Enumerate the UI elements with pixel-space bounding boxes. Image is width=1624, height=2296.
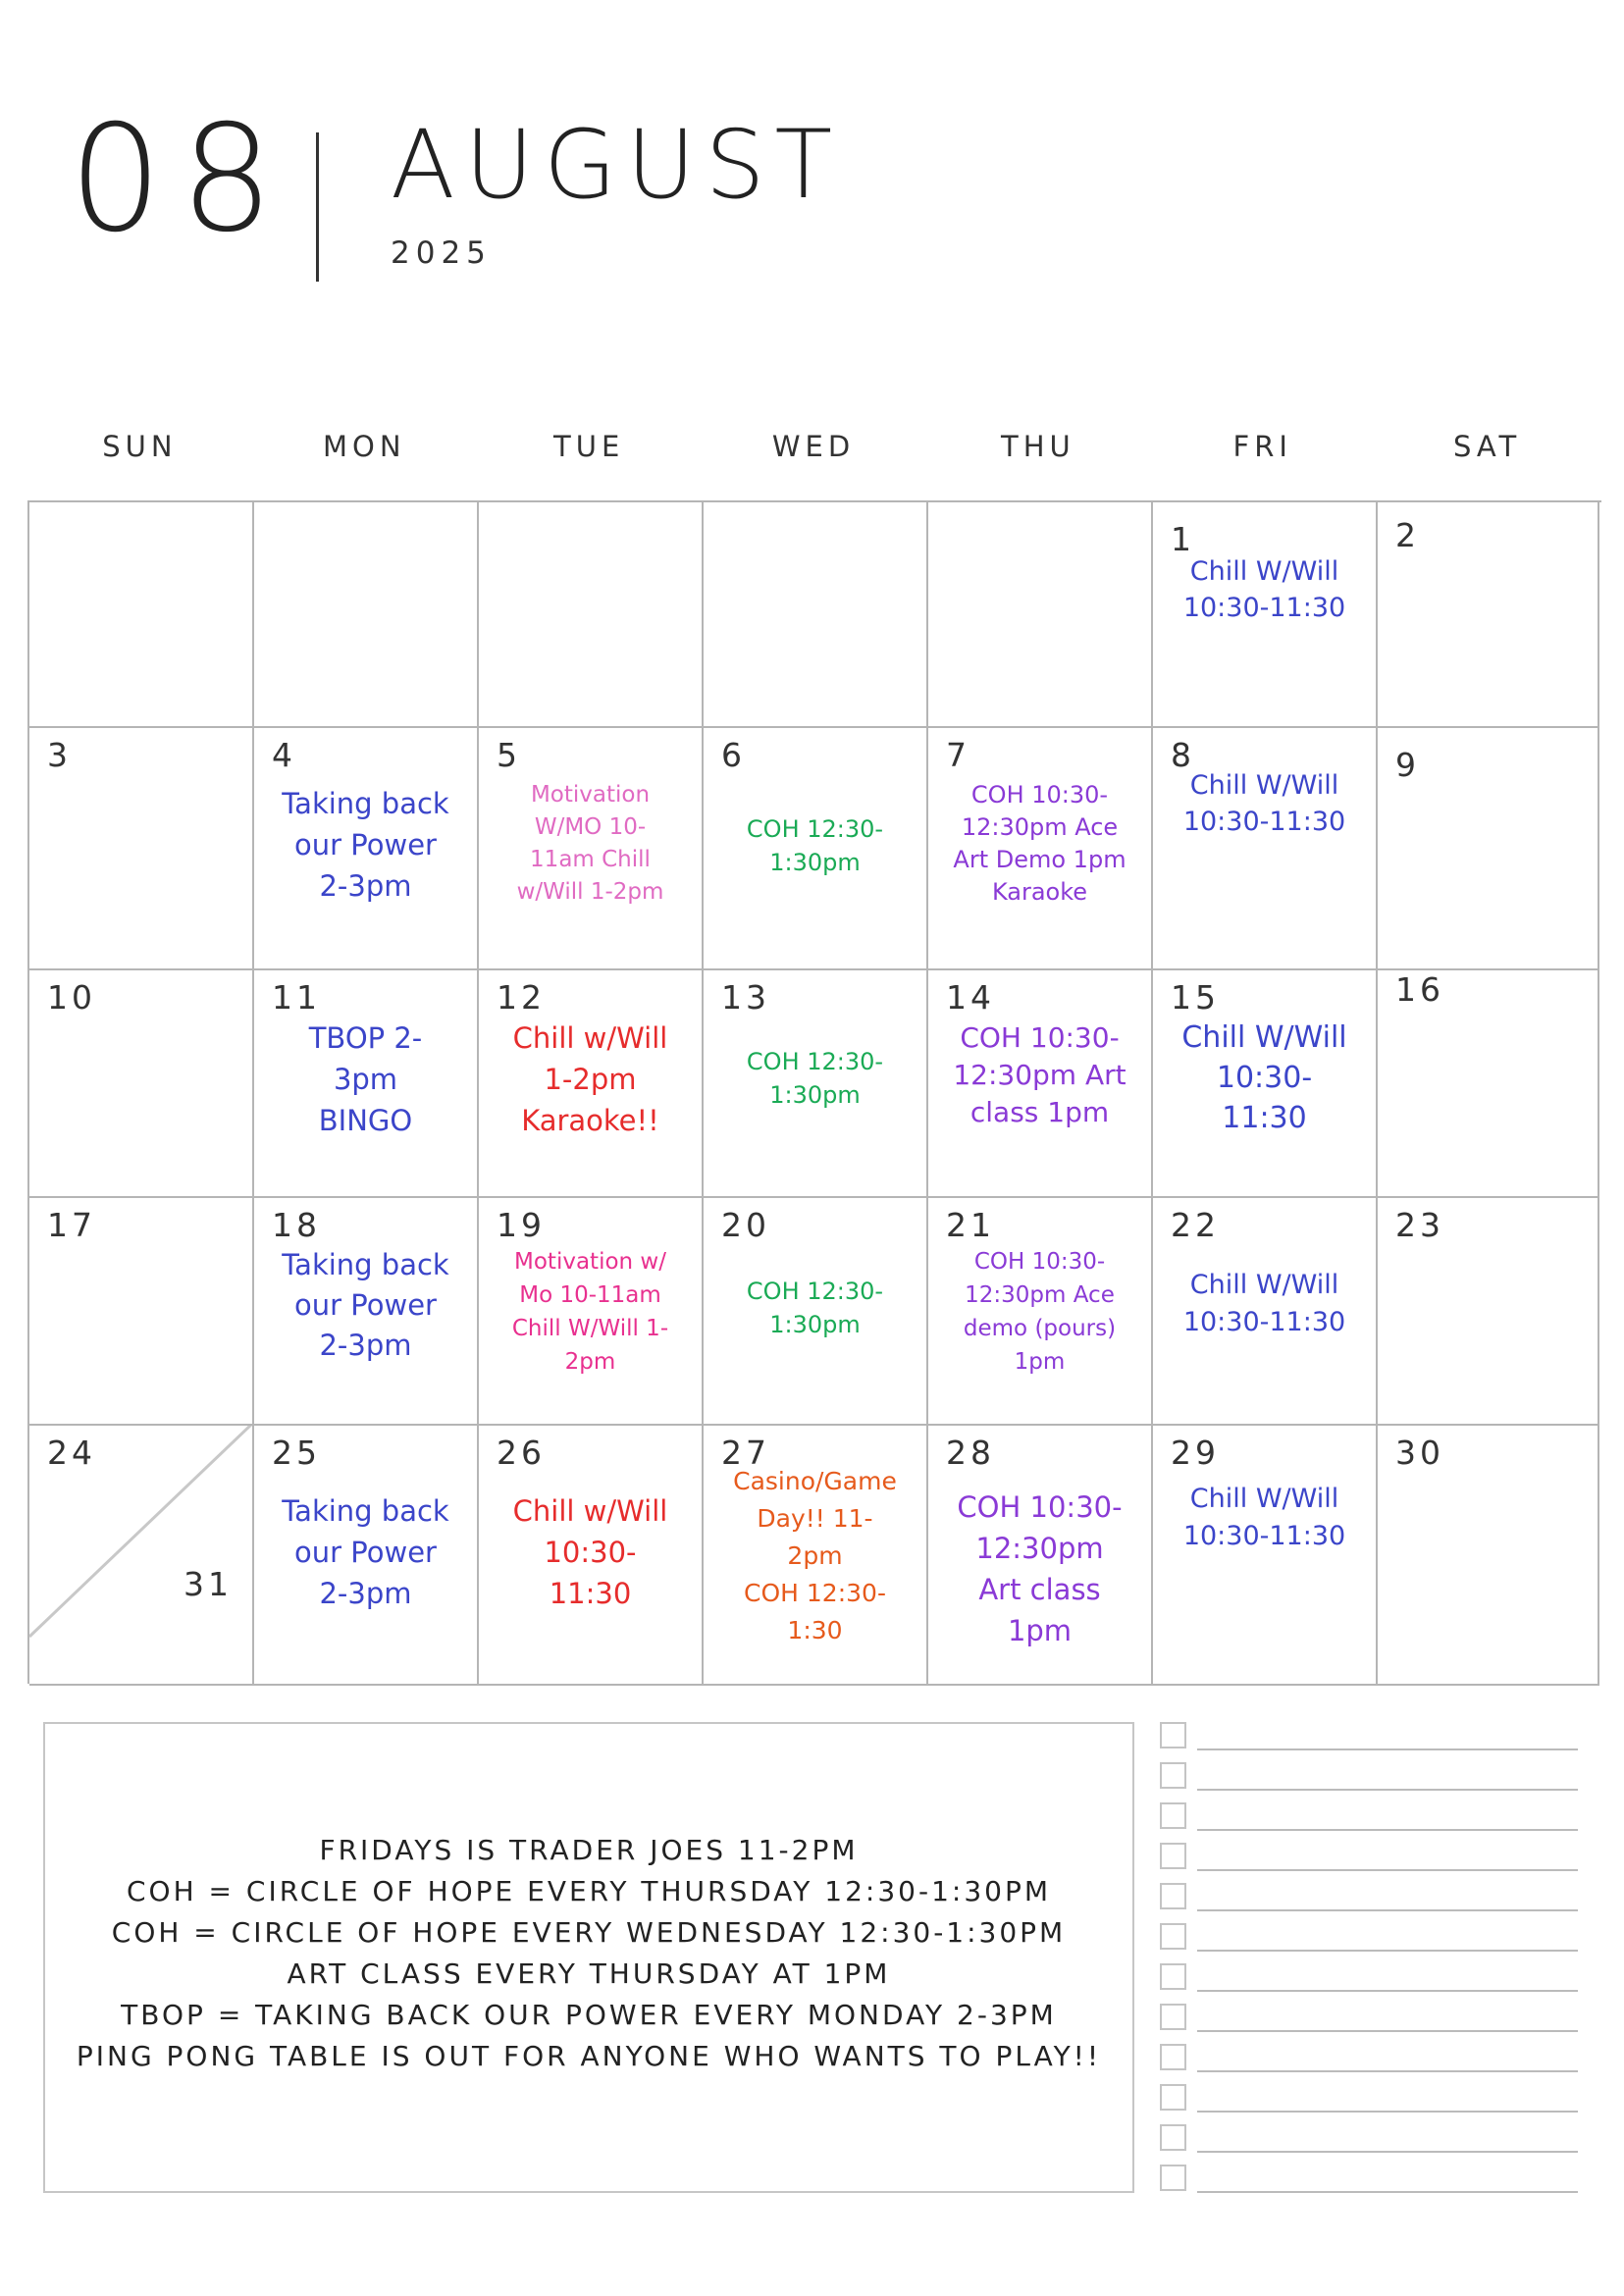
- event-text: [1157, 1267, 1372, 1341]
- checklist-row: [1160, 2124, 1578, 2165]
- event-line: 2-3pm: [319, 869, 412, 903]
- weekday-fri: FRI: [1232, 430, 1292, 463]
- event-line: 11:30: [549, 1577, 632, 1610]
- event-line: Chill W/Will: [1181, 1020, 1347, 1055]
- day-number: 22: [1171, 1206, 1220, 1244]
- event-line: 12:30pm Art: [953, 1059, 1126, 1091]
- event-line: demo (pours): [963, 1316, 1117, 1341]
- checklist-line[interactable]: [1197, 2070, 1578, 2072]
- event-line: our Power: [294, 1536, 437, 1569]
- event-line: Art Demo 1pm: [953, 846, 1126, 873]
- checklist-row: [1160, 1883, 1578, 1923]
- event-line: COH 10:30-: [973, 1249, 1106, 1275]
- day-cell-21[interactable]: [928, 1198, 1153, 1426]
- event-text: [707, 1463, 922, 1649]
- event-line: 12:30pm Ace: [961, 813, 1119, 841]
- event-line: 1:30pm: [769, 1081, 861, 1109]
- event-line: 1:30pm: [769, 849, 861, 876]
- event-text: [483, 1490, 698, 1614]
- day-number: 29: [1171, 1434, 1220, 1472]
- checklist-line[interactable]: [1197, 1909, 1578, 1911]
- note-line: FRIDAYS IS TRADER JOES 11-2PM: [319, 1834, 859, 1866]
- event-line: Chill W/Will: [1189, 1270, 1339, 1300]
- event-text: [1157, 767, 1372, 840]
- weekday-wed: WED: [771, 430, 856, 463]
- day-number: 16: [1395, 970, 1444, 1009]
- checklist-row: [1160, 1722, 1578, 1762]
- event-line: TBOP 2-: [308, 1021, 423, 1055]
- notes-text: [45, 1830, 1132, 2077]
- checklist-row: [1160, 2004, 1578, 2044]
- year: 2025: [391, 235, 492, 271]
- day-number: 6: [721, 736, 746, 774]
- checkbox[interactable]: [1160, 1762, 1186, 1789]
- weekday-header-row: [27, 430, 1599, 469]
- day-number: 24: [47, 1434, 96, 1472]
- day-number: 7: [946, 736, 970, 774]
- event-text: [1157, 553, 1372, 626]
- event-line: Taking back: [282, 1494, 449, 1528]
- event-text: [258, 1245, 473, 1366]
- split-diagonal: [29, 1426, 254, 1686]
- event-line: COH 10:30-: [970, 781, 1109, 809]
- day-cell-16[interactable]: [1378, 970, 1599, 1198]
- day-cell-12[interactable]: [479, 970, 704, 1198]
- event-text: [483, 1245, 698, 1379]
- event-line: Taking back: [282, 1248, 449, 1281]
- month-name: AUGUST: [391, 110, 843, 220]
- event-line: Chill w/Will: [512, 1494, 668, 1528]
- event-line: 2-3pm: [319, 1329, 412, 1362]
- day-cell-30[interactable]: [1378, 1426, 1599, 1686]
- event-line: 3pm: [333, 1063, 398, 1096]
- event-text: [932, 1487, 1147, 1651]
- event-line: 2pm: [564, 1349, 616, 1375]
- day-number: 1: [1171, 520, 1195, 558]
- day-number: 15: [1171, 978, 1220, 1017]
- event-line: 10:30-11:30: [1182, 1521, 1346, 1551]
- event-line: COH 12:30-: [744, 1579, 886, 1607]
- checklist-line[interactable]: [1197, 2111, 1578, 2113]
- day-cell-8[interactable]: [1153, 728, 1378, 970]
- checkbox[interactable]: [1160, 1963, 1186, 1990]
- checklist-line[interactable]: [1197, 1829, 1578, 1831]
- checklist-row: [1160, 1843, 1578, 1883]
- event-line: 10:30-11:30: [1182, 593, 1346, 623]
- day-number: 9: [1395, 746, 1420, 784]
- checkbox[interactable]: [1160, 1923, 1186, 1950]
- day-cell-15[interactable]: [1153, 970, 1378, 1198]
- day-cell-1[interactable]: [1153, 502, 1378, 728]
- event-line: 10:30-11:30: [1182, 807, 1346, 837]
- event-line: W/MO 10-: [534, 814, 647, 840]
- event-line: Karaoke: [991, 878, 1088, 906]
- checkbox[interactable]: [1160, 2044, 1186, 2070]
- event-text: [258, 783, 473, 907]
- event-line: w/Will 1-2pm: [516, 879, 664, 905]
- checkbox[interactable]: [1160, 2004, 1186, 2030]
- event-text: [1157, 1481, 1372, 1555]
- event-line: 2-3pm: [319, 1577, 412, 1610]
- event-line: our Power: [294, 1288, 437, 1322]
- day-cell-9[interactable]: [1378, 728, 1599, 970]
- day-cell-26[interactable]: [479, 1426, 704, 1686]
- day-cell-5[interactable]: [479, 728, 704, 970]
- weekday-sat: SAT: [1452, 430, 1522, 463]
- day-number: 28: [946, 1434, 995, 1472]
- event-text: [707, 812, 922, 879]
- day-cell-22[interactable]: [1153, 1198, 1378, 1426]
- checklist-line[interactable]: [1197, 1869, 1578, 1871]
- event-line: 10:30-: [1216, 1061, 1313, 1095]
- checklist-row: [1160, 1963, 1578, 2004]
- day-number: 10: [47, 978, 96, 1017]
- weekday-mon: MON: [323, 430, 406, 463]
- day-cell-24[interactable]: [29, 1426, 254, 1686]
- day-number: 18: [272, 1206, 321, 1244]
- checklist-line[interactable]: [1197, 1990, 1578, 1992]
- day-number-second: 31: [183, 1565, 233, 1603]
- day-cell-18[interactable]: [254, 1198, 479, 1426]
- weekday-thu: THU: [1000, 430, 1075, 463]
- day-cell-3[interactable]: [29, 728, 254, 970]
- checklist-line[interactable]: [1197, 2191, 1578, 2193]
- event-line: our Power: [294, 828, 437, 861]
- day-cell-29[interactable]: [1153, 1426, 1378, 1686]
- event-line: Art class: [978, 1573, 1101, 1606]
- checklist-row: [1160, 1802, 1578, 1843]
- event-line: 1pm: [1007, 1614, 1073, 1647]
- event-text: [707, 1275, 922, 1341]
- event-line: Motivation: [530, 782, 651, 808]
- event-line: Chill W/Will: [1189, 556, 1339, 587]
- empty-cell: [704, 502, 928, 728]
- checkbox[interactable]: [1160, 1843, 1186, 1869]
- day-number: 2: [1395, 516, 1420, 554]
- day-number: 19: [497, 1206, 546, 1244]
- day-cell-2[interactable]: [1378, 502, 1599, 728]
- event-text: [932, 1019, 1147, 1131]
- day-cell-7[interactable]: [928, 728, 1153, 970]
- empty-cell: [928, 502, 1153, 728]
- event-line: Motivation w/: [514, 1249, 666, 1275]
- event-line: COH 12:30-: [746, 815, 884, 843]
- day-number: 30: [1395, 1434, 1444, 1472]
- checklist-row: [1160, 2084, 1578, 2124]
- day-cell-13[interactable]: [704, 970, 928, 1198]
- note-line: TBOP = TAKING BACK OUR POWER EVERY MONDAY 2-3PM: [121, 1999, 1057, 2031]
- event-line: 10:30-: [544, 1536, 637, 1569]
- event-line: COH 10:30-: [957, 1490, 1123, 1524]
- day-number: 13: [721, 978, 770, 1017]
- note-line: COH = CIRCLE OF HOPE EVERY THURSDAY 12:30-1:30PM: [127, 1875, 1051, 1907]
- checklist-row: [1160, 1762, 1578, 1802]
- event-line: Taking back: [282, 787, 449, 820]
- day-cell-17[interactable]: [29, 1198, 254, 1426]
- checklist-row: [1160, 2165, 1578, 2205]
- checklist-line[interactable]: [1197, 1950, 1578, 1952]
- checkbox[interactable]: [1160, 1802, 1186, 1829]
- weekday-sun: SUN: [102, 430, 178, 463]
- calendar-grid: [27, 500, 1601, 1684]
- checklist-row: [1160, 1923, 1578, 1963]
- day-number: 23: [1395, 1206, 1444, 1244]
- checkbox[interactable]: [1160, 2165, 1186, 2191]
- note-line: ART CLASS EVERY THURSDAY AT 1PM: [287, 1957, 891, 1990]
- checkbox[interactable]: [1160, 1883, 1186, 1909]
- day-number: 25: [272, 1434, 321, 1472]
- day-cell-19[interactable]: [479, 1198, 704, 1426]
- checklist-line[interactable]: [1197, 1748, 1578, 1750]
- day-cell-28[interactable]: [928, 1426, 1153, 1686]
- day-cell-20[interactable]: [704, 1198, 928, 1426]
- checkbox[interactable]: [1160, 2084, 1186, 2111]
- event-line: Day!! 11-: [757, 1504, 873, 1533]
- header-divider: [316, 132, 319, 282]
- day-cell-27[interactable]: [704, 1426, 928, 1686]
- day-number: 4: [272, 736, 296, 774]
- event-line: 10:30-11:30: [1182, 1307, 1346, 1337]
- checklist-line[interactable]: [1197, 2151, 1578, 2153]
- checkbox[interactable]: [1160, 1722, 1186, 1748]
- event-line: Chill w/Will: [512, 1021, 668, 1055]
- empty-cell: [29, 502, 254, 728]
- note-line: COH = CIRCLE OF HOPE EVERY WEDNESDAY 12:30-1:30PM: [111, 1916, 1067, 1949]
- event-line: 11am Chill: [530, 847, 651, 872]
- checklist-line[interactable]: [1197, 1789, 1578, 1791]
- day-number: 11: [272, 978, 321, 1017]
- event-text: [707, 1045, 922, 1112]
- empty-cell: [254, 502, 479, 728]
- event-line: Chill W/Will 1-: [511, 1316, 669, 1341]
- notes-box: [43, 1722, 1134, 2193]
- day-cell-10[interactable]: [29, 970, 254, 1198]
- event-line: Karaoke!!: [521, 1104, 659, 1137]
- event-text: [483, 779, 698, 909]
- day-number: 21: [946, 1206, 995, 1244]
- checklist-row: [1160, 2044, 1578, 2084]
- day-cell-11[interactable]: [254, 970, 479, 1198]
- checklist: [1160, 1722, 1578, 2205]
- month-number: 08: [69, 94, 291, 265]
- day-cell-23[interactable]: [1378, 1198, 1599, 1426]
- day-cell-6[interactable]: [704, 728, 928, 970]
- day-number: 26: [497, 1434, 546, 1472]
- note-line: PING PONG TABLE IS OUT FOR ANYONE WHO WANTS TO PLAY!!: [76, 2040, 1102, 2072]
- event-line: COH 10:30-: [960, 1021, 1120, 1054]
- event-text: [932, 779, 1147, 909]
- weekday-tue: TUE: [553, 430, 625, 463]
- event-line: COH 12:30-: [746, 1278, 884, 1305]
- event-line: 1-2pm: [544, 1063, 637, 1096]
- event-line: 1pm: [1014, 1349, 1066, 1375]
- event-line: 12:30pm Ace: [965, 1282, 1115, 1308]
- day-cell-4[interactable]: [254, 728, 479, 970]
- day-number: 14: [946, 978, 995, 1017]
- day-cell-14[interactable]: [928, 970, 1153, 1198]
- day-number: 8: [1171, 736, 1195, 774]
- checklist-line[interactable]: [1197, 2030, 1578, 2032]
- day-cell-25[interactable]: [254, 1426, 479, 1686]
- event-line: 11:30: [1222, 1101, 1307, 1135]
- day-number: 5: [497, 736, 521, 774]
- empty-cell: [479, 502, 704, 728]
- day-number: 27: [721, 1434, 770, 1472]
- day-number: 12: [497, 978, 546, 1017]
- event-text: [483, 1018, 698, 1141]
- day-number: 20: [721, 1206, 770, 1244]
- event-text: [932, 1245, 1147, 1379]
- event-line: 1:30: [787, 1616, 843, 1644]
- event-line: Chill W/Will: [1189, 1484, 1339, 1514]
- event-text: [258, 1018, 473, 1141]
- checkbox[interactable]: [1160, 2124, 1186, 2151]
- event-line: Casino/Game: [733, 1467, 897, 1495]
- event-line: BINGO: [318, 1104, 413, 1137]
- event-line: 2pm: [787, 1541, 843, 1570]
- event-text: [1157, 1018, 1372, 1138]
- event-line: COH 12:30-: [746, 1048, 884, 1075]
- event-line: Chill W/Will: [1189, 770, 1339, 801]
- day-number: 17: [47, 1206, 96, 1244]
- event-line: 12:30pm: [975, 1532, 1104, 1565]
- event-line: 1:30pm: [769, 1311, 861, 1338]
- event-line: Mo 10-11am: [519, 1282, 661, 1308]
- event-line: class 1pm: [969, 1096, 1110, 1128]
- day-number: 3: [47, 736, 72, 774]
- event-text: [258, 1490, 473, 1614]
